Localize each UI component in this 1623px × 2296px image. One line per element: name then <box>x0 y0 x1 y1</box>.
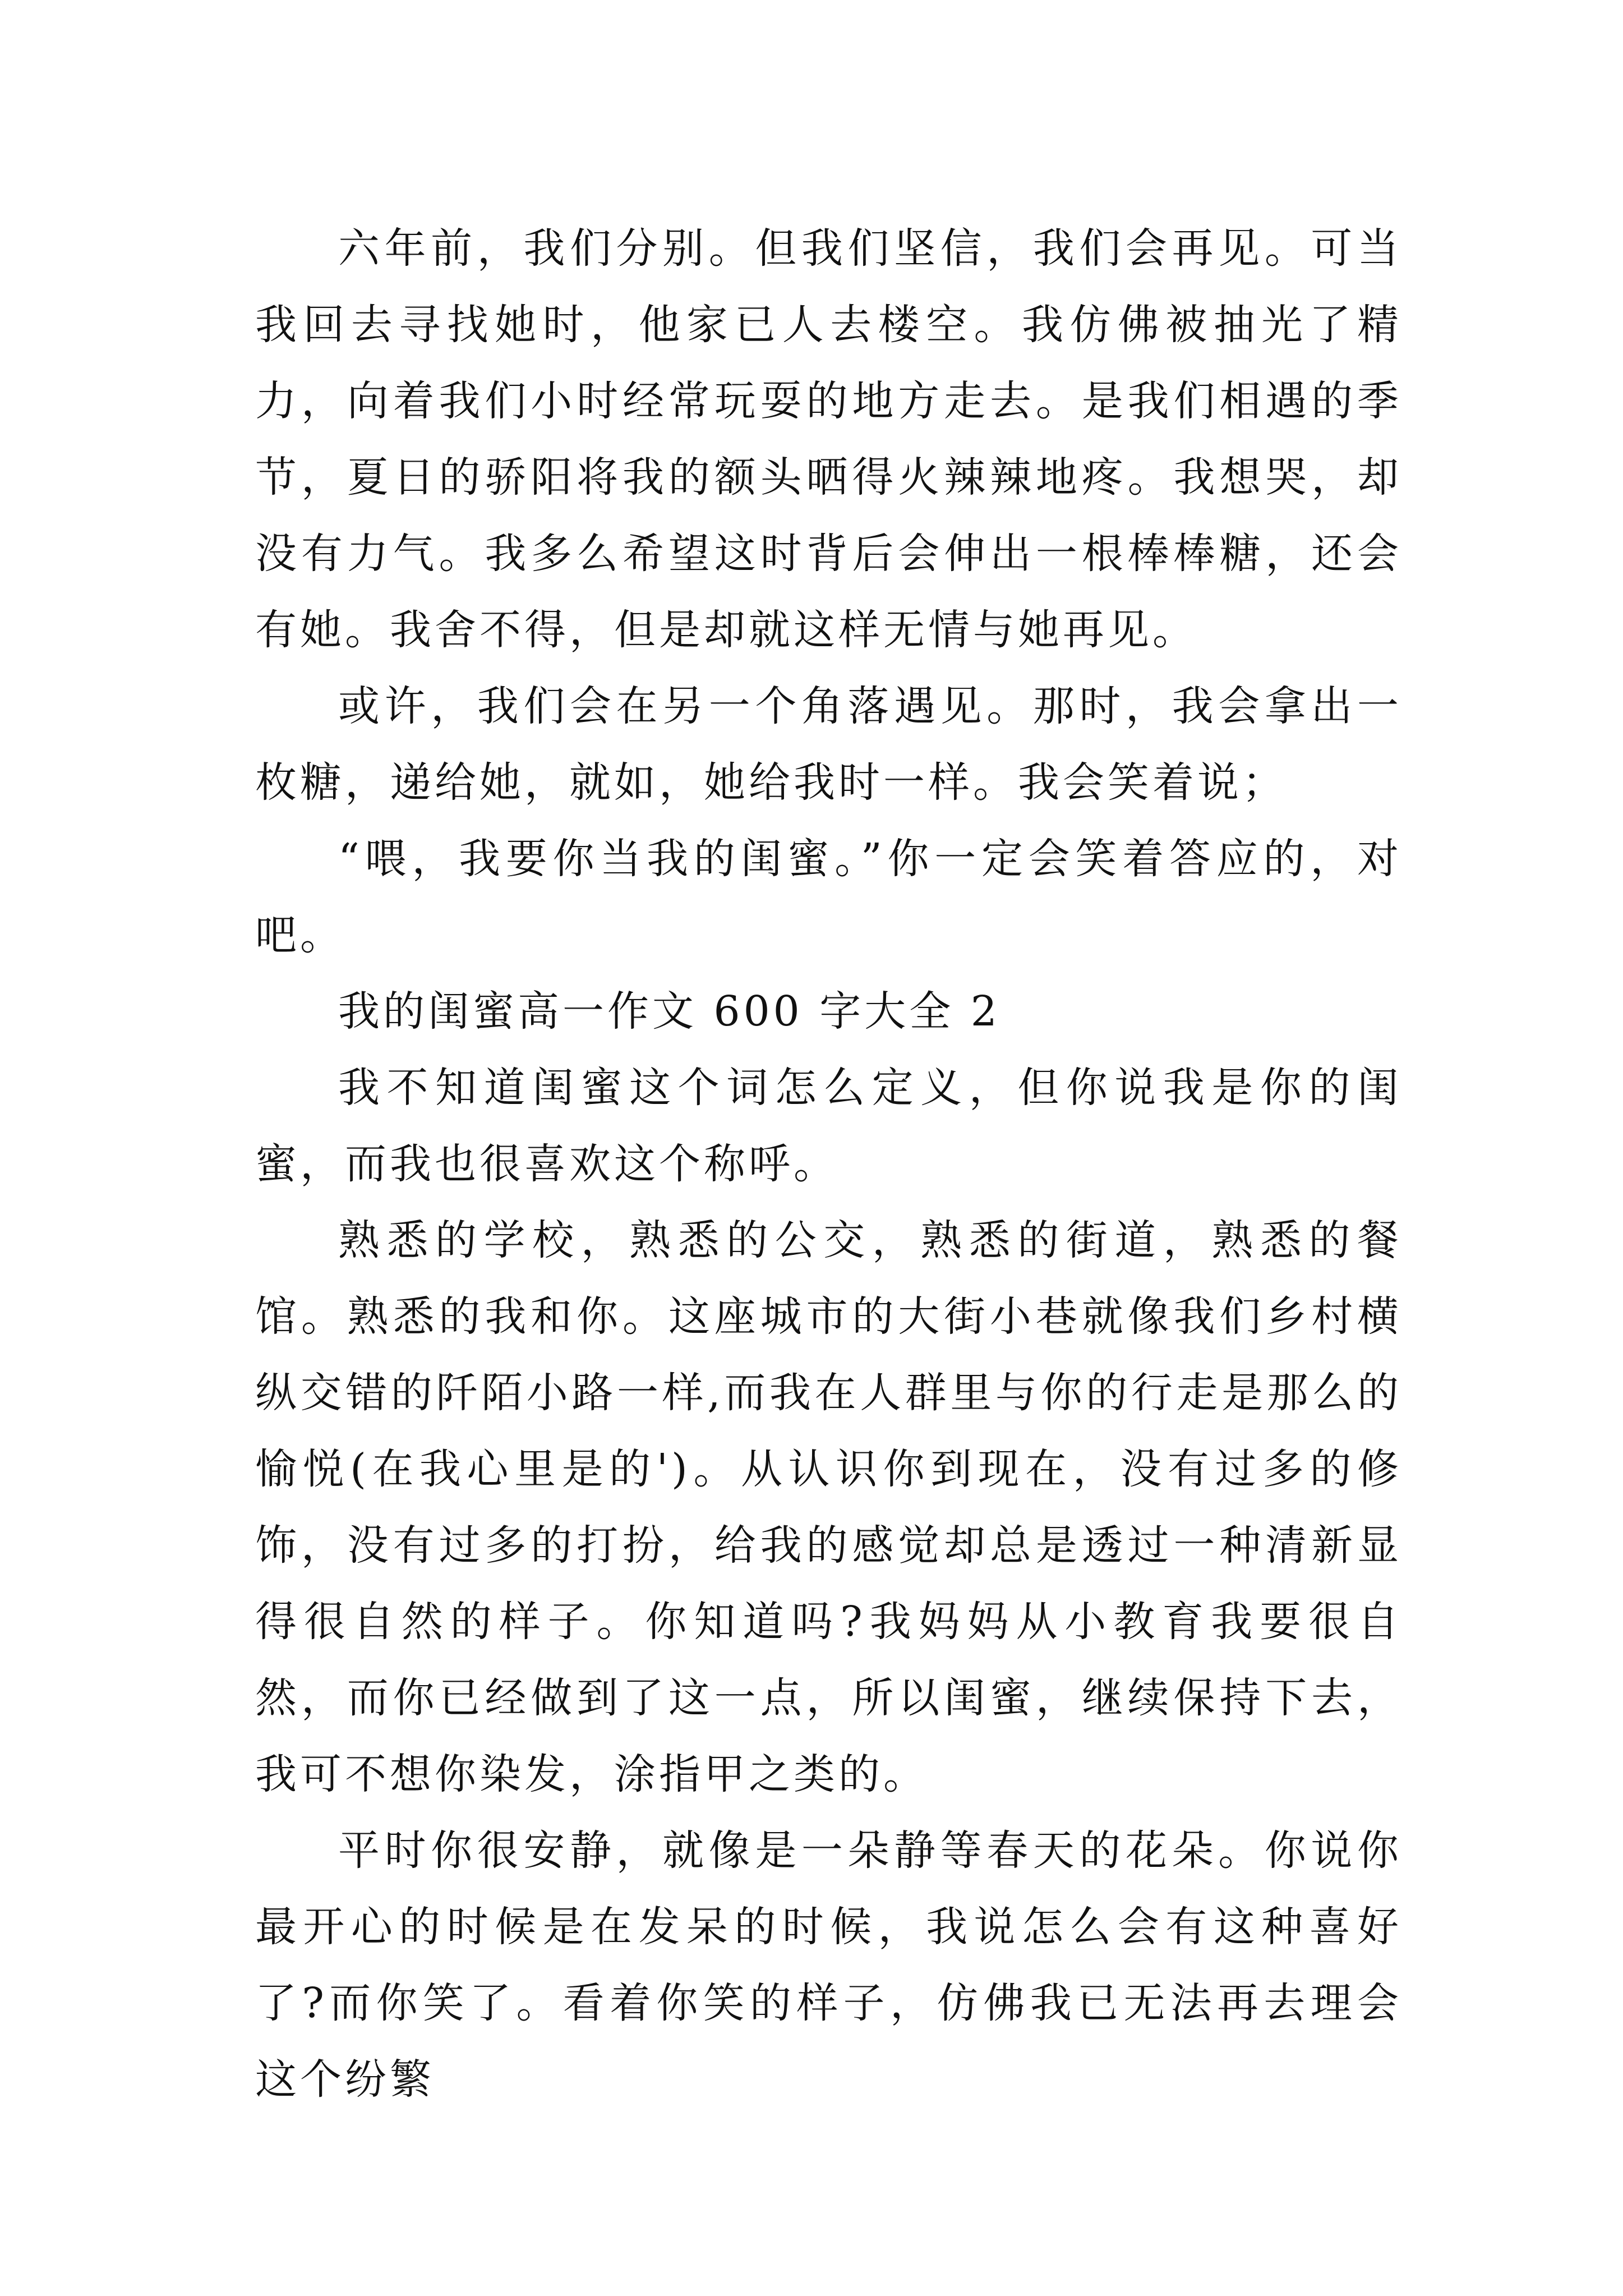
paragraph: “喂，我要你当我的闺蜜。”你一定会笑着答应的，对吧。 <box>255 835 1402 959</box>
document-body <box>255 210 1402 2118</box>
paragraph: 平时你很安静，就像是一朵静等春天的花朵。你说你最开心的时候是在发呆的时候，我说怎么会有这种喜好了?而你笑了。看着你笑的样子，仿佛我已无法再去理会这个纷繁 <box>255 1826 1402 2104</box>
paragraph: 六年前，我们分别。但我们坚信，我们会再见。可当我回去寻找她时，他家已人去楼空。我仿佛被抽光了精力，向着我们小时经常玩耍的地方走去。是我们相遇的季节，夏日的骄阳将我的额头晒得火辣辣地疼。我想哭，却没有力气。我多么希望这时背后会伸出一根棒棒糖，还会有她。我舍不得，但是却就这样无情与她再见。 <box>255 224 1402 654</box>
paragraph: 熟悉的学校，熟悉的公交，熟悉的街道，熟悉的餐馆。熟悉的我和你。这座城市的大街小巷就像我们乡村横纵交错的阡陌小路一样,而我在人群里与你的行走是那么的愉悦(在我心里是的')。从认识你到现在，没有过多的修饰，没有过多的打扮，给我的感觉却总是透过一种清新显得很自然的样子。你知道吗?我妈妈从小教育我要很自然，而你已经做到了这一点，所以闺蜜，继续保持下去，我可不想你染发，涂指甲之类的。 <box>255 1216 1402 1798</box>
paragraph: 或许，我们会在另一个角落遇见。那时，我会拿出一枚糖，递给她，就如，她给我时一样。我会笑着说； <box>255 682 1402 807</box>
paragraph: 我不知道闺蜜这个词怎么定义，但你说我是你的闺蜜，而我也很喜欢这个称呼。 <box>255 1064 1402 1188</box>
section-heading: 我的闺蜜高一作文 600 字大全 2 <box>338 987 1000 1036</box>
